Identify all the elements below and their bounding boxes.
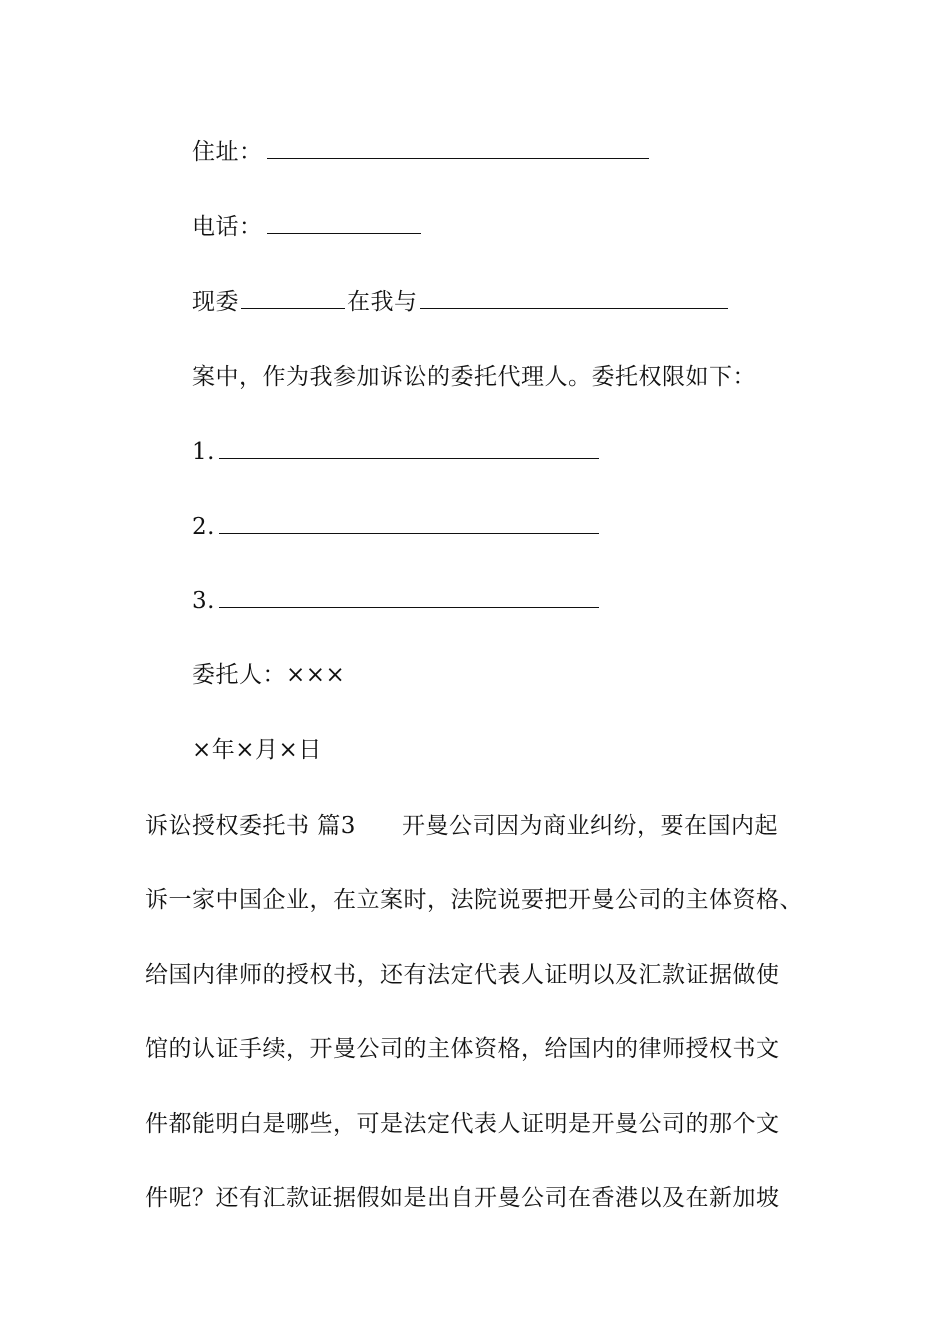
item-number-2: 2. [192, 514, 215, 540]
authority-blank-3[interactable] [219, 587, 599, 608]
article-text-line-6: 件呢？还有汇款证据假如是出自开曼公司在香港以及在新加坡 [145, 1185, 780, 1211]
entrust-prefix: 现委 [192, 289, 239, 315]
phone-blank[interactable] [267, 213, 421, 234]
authority-blank-1[interactable] [219, 438, 599, 459]
authority-item-1 [192, 437, 599, 467]
authority-item-3 [192, 586, 599, 616]
case-line: 案中，作为我参加诉讼的委托代理人。委托权限如下： [192, 364, 756, 390]
article-text-line-2: 诉一家中国企业，在立案时，法院说要把开曼公司的主体资格、 [145, 887, 803, 913]
phone-line [192, 212, 421, 242]
entrust-middle: 在我与 [347, 289, 418, 315]
article-heading: 诉讼授权委托书 篇3 [145, 813, 356, 839]
item-number-1: 1. [192, 439, 215, 465]
phone-label: 电话： [192, 214, 263, 240]
agent-name-blank[interactable] [241, 288, 345, 309]
item-number-3: 3. [192, 588, 215, 614]
article-text-line-1: 开曼公司因为商业纠纷，要在国内起 [401, 813, 778, 839]
authority-blank-2[interactable] [219, 513, 599, 534]
date-line: ×年×月×日 [192, 737, 322, 763]
article-text-line-3: 给国内律师的授权书，还有法定代表人证明以及汇款证据做使 [145, 962, 780, 988]
article-text-line-5: 件都能明白是哪些，可是法定代表人证明是开曼公司的那个文 [145, 1111, 780, 1137]
article-text-line-4: 馆的认证手续，开曼公司的主体资格，给国内的律师授权书文 [145, 1036, 780, 1062]
article-first-line [145, 811, 778, 841]
address-line [192, 137, 649, 167]
principal-line: 委托人：××× [192, 662, 346, 688]
authority-item-2 [192, 512, 599, 542]
entrust-line [192, 287, 730, 317]
opposing-party-blank[interactable] [420, 288, 728, 309]
address-label: 住址： [192, 139, 263, 165]
address-blank[interactable] [267, 138, 649, 159]
